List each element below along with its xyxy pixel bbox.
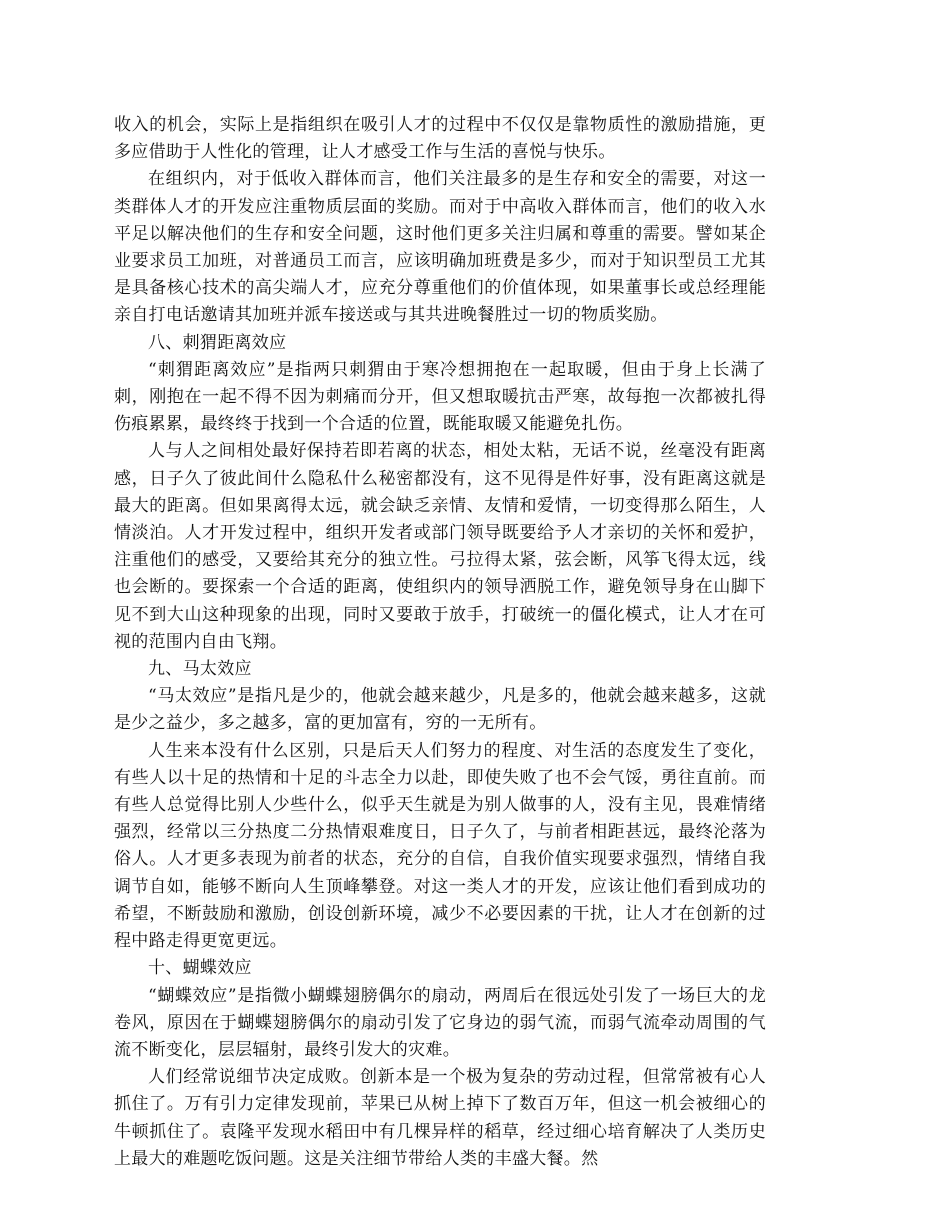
paragraph: 在组织内，对于低收入群体而言，他们关注最多的是生存和安全的需要，对这一类群体人才的开发应注重物质层面的奖励。而对于中高收入群体而言，他们的收入水平足以解决他们的生存和安全问题，这时他们更多关注归属和尊重的需要。譬如某企业要求员工加班，对普通员工而言，应该明确加班费是多少，而对于知识型员工尤其是具备核心技术的高尖端人才，应充分尊重他们的价值体现，如果董事长或总经理能亲自打电话邀请其加班并派车接送或与其共进晚餐胜过一切的物质奖励。 — [114, 169, 766, 326]
document-page — [114, 112, 766, 1173]
paragraph: 人与人之间相处最好保持若即若离的状态，相处太粘，无话不说，丝毫没有距离感，日子久了彼此间什么隐私什么秘密都没有，这不见得是件好事，没有距离这就是最大的距离。但如果离得太远，就会缺乏亲情、友情和爱情，一切变得那么陌生，人情淡泊。人才开发过程中，组织开发者或部门领导既要给予人才亲切的关怀和爱护，注重他们的感受，又要给其充分的独立性。弓拉得太紧，弦会断，风筝飞得太远，线也会断的。要探索一个合适的距离，使组织内的领导洒脱工作，避免领导身在山脚下见不到大山这种现象的出现，同时又要敢于放手，打破统一的僵化模式，让人才在可视的范围内自由飞翔。 — [114, 441, 766, 652]
paragraph: 人们经常说细节决定成败。创新本是一个极为复杂的劳动过程，但常常被有心人抓住了。万有引力定律发现前，苹果已从树上掉下了数百万年，但这一机会被细心的牛顿抓住了。袁隆平发现水稻田中有几棵异样的稻草，经过细心培育解决了人类历史上最大的难题吃饭问题。这是关注细节带给人类的丰盛大餐。然 — [114, 1067, 766, 1169]
paragraph: “刺猬距离效应”是指两只刺猬由于寒冷想拥抱在一起取暖，但由于身上长满了刺，刚抱在一起不得不因为刺痛而分开，但又想取暖抗击严寒，故每抱一次都被扎得伤痕累累，最终终于找到一个合适的位置，既能取暖又能避免扎伤。 — [114, 359, 766, 435]
section-heading-butterfly: 十、蝴蝶效应 — [148, 958, 252, 979]
paragraph: 人生来本没有什么区别，只是后天人们努力的程度、对生活的态度发生了变化，有些人以十足的热情和十足的斗志全力以赴，即使失败了也不会气馁，勇往直前。而有些人总觉得比别人少些什么，似乎天生就是为别人做事的人，没有主见，畏难情绪强烈，经常以三分热度二分热情艰难度日，日子久了，与前者相距甚远，最终沦落为俗人。人才更多表现为前者的状态，充分的自信，自我价值实现要求强烈，情绪自我调节自如，能够不断向人生顶峰攀登。对这一类人才的开发，应该让他们看到成功的希望，不断鼓励和激励，创设创新环境，减少不必要因素的干扰，让人才在创新的过程中路走得更宽更远。 — [114, 740, 766, 952]
paragraph-continued: 收入的机会，实际上是指组织在吸引人才的过程中不仅仅是靠物质性的激励措施，更多应借助于人性化的管理，让人才感受工作与生活的喜悦与快乐。 — [114, 115, 766, 163]
paragraph: “蝴蝶效应”是指微小蝴蝶翅膀偶尔的扇动，两周后在很远处引发了一场巨大的龙卷风，原因在于蝴蝶翅膀偶尔的扇动引发了它身边的弱气流，而弱气流牵动周围的气流不断变化，层层辐射，最终引发大的灾难。 — [114, 985, 766, 1060]
section-heading-hedgehog: 八、刺猬距离效应 — [148, 332, 287, 353]
paragraph: “马太效应”是指凡是少的，他就会越来越少，凡是多的，他就会越来越多，这就是少之益少，多之越多，富的更加富有，穷的一无所有。 — [114, 686, 766, 734]
section-heading-matthew: 九、马太效应 — [148, 659, 252, 680]
